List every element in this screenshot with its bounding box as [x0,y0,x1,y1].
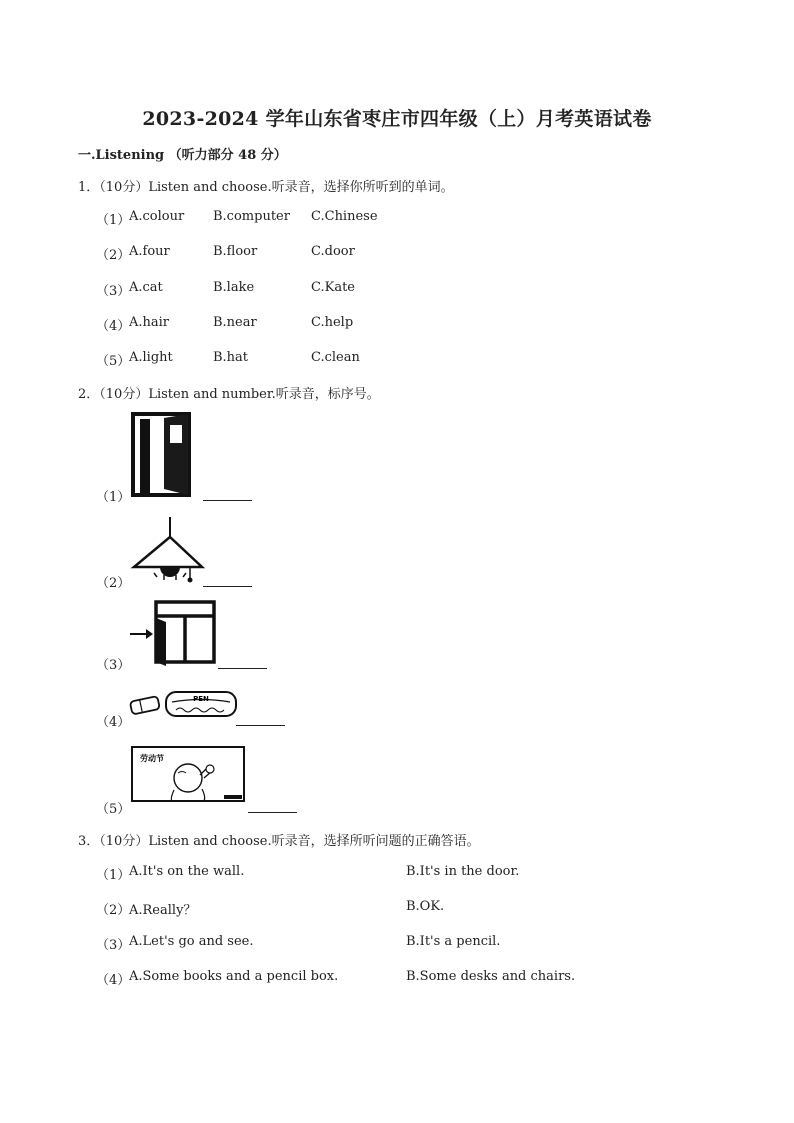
answer-blank-3[interactable] [218,654,267,669]
item-number: （3） [96,938,131,953]
option-a[interactable]: A.Really？ [129,903,197,918]
option-a[interactable]: A.hair [129,315,170,330]
window-icon [128,600,220,666]
answer-blank-2[interactable] [203,572,252,587]
option-b[interactable]: B.It's in the door. [406,864,520,879]
option-b[interactable]: B.computer [213,209,290,224]
option-a[interactable]: A.cat [129,280,163,295]
q2-item-number-3: （3） [96,658,131,673]
blackboard-icon [130,745,248,805]
q2-item-number-4: （4） [96,715,131,730]
option-a[interactable]: A.four [129,244,170,259]
option-c[interactable]: C.clean [311,350,360,365]
option-b[interactable]: B.floor [213,244,258,259]
q2-item-number-2: （2） [96,576,131,591]
option-c[interactable]: C.Chinese [311,209,378,224]
board-text: 劳动节 [140,754,164,763]
question-1-stem: 1．（10分）Listen and choose.听录音，选择你所听到的单词。 [78,180,454,195]
option-b[interactable]: B.hat [213,350,249,365]
option-b[interactable]: B.OK. [406,899,445,914]
item-number: （5） [96,354,131,369]
pencil-box-label: PEN [193,695,209,703]
eraser-pencil-box-icon [128,686,240,722]
question-3-stem: 3．（10分）Listen and choose.听录音，选择所听问题的正确答语。 [78,834,480,849]
item-number: （1） [96,213,131,228]
item-number: （3） [96,284,131,299]
answer-blank-4[interactable] [236,711,285,726]
answer-blank-1[interactable] [203,486,252,501]
item-number: （1） [96,868,131,883]
option-c[interactable]: C.door [311,244,355,259]
option-a[interactable]: A.Some books and a pencil box. [129,969,339,984]
option-c[interactable]: C.Kate [311,280,355,295]
item-number: （2） [96,248,131,263]
option-a[interactable]: A.It's on the wall. [129,864,245,879]
option-c[interactable]: C.help [311,315,354,330]
option-a[interactable]: A.colour [129,209,185,224]
item-number: （4） [96,973,131,988]
option-b[interactable]: B.near [213,315,257,330]
answer-blank-5[interactable] [248,798,297,813]
section-heading-listening: 一.Listening （听力部分 48 分） [78,148,287,163]
option-a[interactable]: A.Let's go and see. [129,934,254,949]
option-b[interactable]: B.Some desks and chairs. [406,969,576,984]
page-title: 2023-2024 学年山东省枣庄市四年级（上）月考英语试卷 [142,108,652,130]
lamp-icon [130,515,210,585]
item-number: （2） [96,903,131,918]
q2-item-number-5: （5） [96,802,131,817]
option-b[interactable]: B.It's a pencil. [406,934,501,949]
option-b[interactable]: B.lake [213,280,255,295]
option-a[interactable]: A.light [129,350,173,365]
door-icon [130,411,194,497]
item-number: （4） [96,319,131,334]
question-2-stem: 2．（10分）Listen and number.听录音，标序号。 [78,387,380,402]
q2-item-number-1: （1） [96,490,131,505]
